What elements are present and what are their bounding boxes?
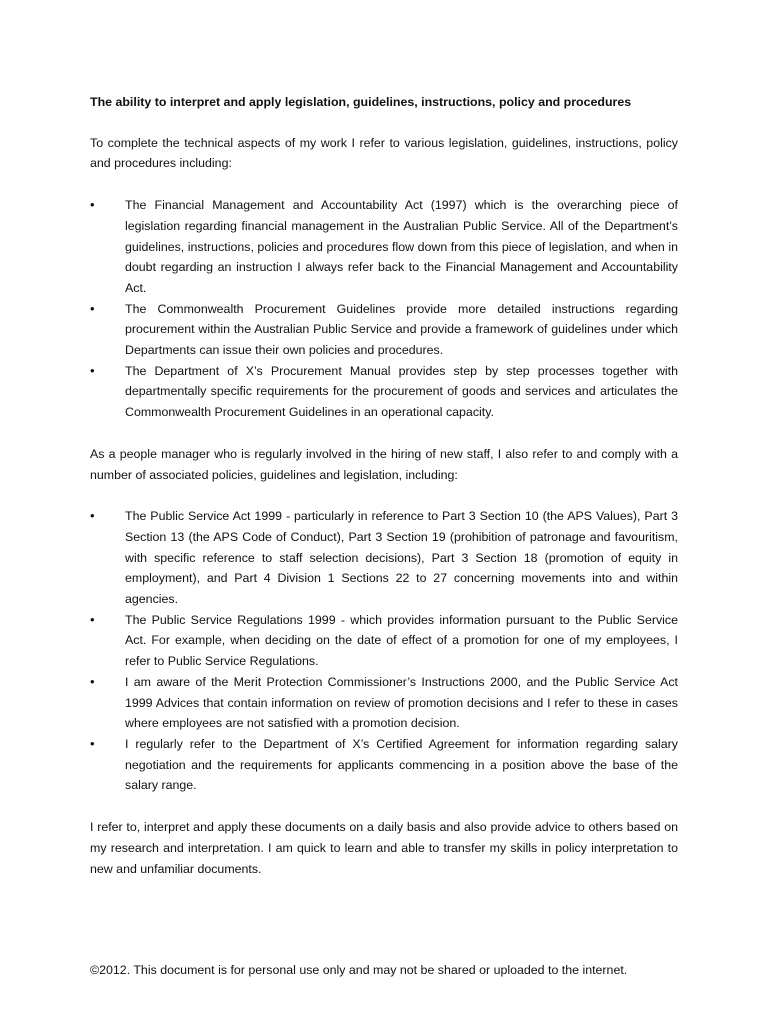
list-item (90, 506, 678, 610)
list-item (90, 299, 678, 361)
bullet-icon: • (90, 197, 95, 213)
document-body (90, 92, 678, 900)
list-item-text: I am aware of the Merit Protection Commissioner’s Instructions 2000, and the Public Service Act 1999 Advices that contain information on review of promotion decisions and I refer to these in cases where employees are not satisfied with a promotion decision. (125, 674, 678, 731)
policies-list (90, 506, 678, 796)
list-item (90, 361, 678, 423)
list-item-text: The Department of X’s Procurement Manual provides step by step processes together with departmentally specific requirements for the procurement of goods and services and articulates the Commonwealth Procurement Guidelines in an operational capacity. (125, 363, 678, 420)
list-item-text: The Public Service Act 1999 - particularly in reference to Part 3 Section 10 (the APS Values), Part 3 Section 13 (the APS Code of Conduct), Part 3 Section 19 (prohibition of patronage and favouritism, with specific reference to staff selection decisions), Part 3 Section 18 (promotion of equity in employment), and Part 4 Division 1 Sections 22 to 27 concerning movements into and within agencies. (125, 509, 678, 607)
bullet-icon: • (90, 673, 95, 689)
legislation-list (90, 195, 678, 423)
list-item-text: I regularly refer to the Department of X’s Certified Agreement for information regarding salary negotiation and the requirements for applicants commencing in a position above the base of the salary range. (125, 736, 678, 793)
bullet-icon: • (90, 735, 95, 751)
copyright-footer: ©2012. This document is for personal use only and may not be shared or uploaded to the internet. (90, 963, 628, 977)
list-item-text: The Public Service Regulations 1999 - which provides information pursuant to the Public Service Act. For example, when deciding on the date of effect of a promotion for one of my employees, I refer to Public Service Regulations. (125, 612, 678, 669)
bullet-icon: • (90, 611, 95, 627)
list-item (90, 195, 678, 299)
bullet-icon: • (90, 362, 95, 378)
list-item (90, 672, 678, 734)
people-manager-paragraph: As a people manager who is regularly involved in the hiring of new staff, I also refer to and comply with a number of associated policies, guidelines and legislation, including: (90, 446, 678, 482)
intro-paragraph: To complete the technical aspects of my work I refer to various legislation, guidelines, instructions, policy and procedures including: (90, 135, 678, 171)
bullet-icon: • (90, 508, 95, 524)
bullet-icon: • (90, 300, 95, 316)
list-item-text: The Financial Management and Accountability Act (1997) which is the overarching piece of legislation regarding financial management in the Australian Public Service. All of the Department’s guidelines, instructions, policies and procedures flow down from this piece of legislation, and when in doubt regarding an instruction I always refer back to the Financial Management and Accountability Act. (125, 198, 678, 295)
document-heading: The ability to interpret and apply legislation, guidelines, instructions, policy and procedures (90, 95, 632, 109)
list-item (90, 610, 678, 672)
closing-paragraph: I refer to, interpret and apply these documents on a daily basis and also provide advice to others based on my research and interpretation. I am quick to learn and able to transfer my skills in policy interpretation to new and unfamiliar documents. (90, 820, 678, 876)
list-item (90, 734, 678, 796)
list-item-text: The Commonwealth Procurement Guidelines provide more detailed instructions regarding procurement within the Australian Public Service and provide a framework of guidelines under which Departments can issue their own policies and procedures. (125, 301, 678, 358)
